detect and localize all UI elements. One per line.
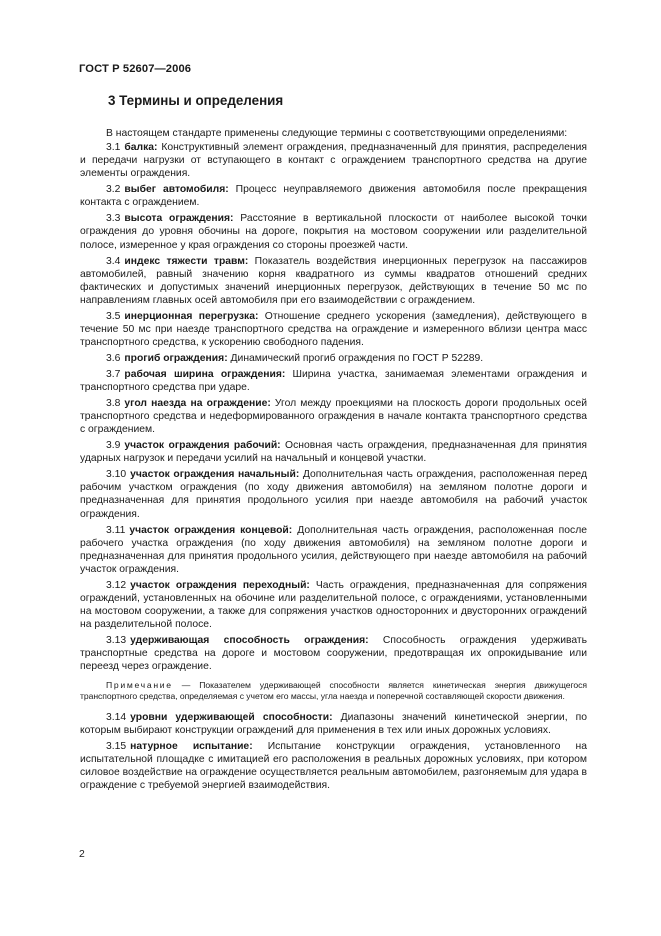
term-number: 3.14 xyxy=(106,711,127,723)
term-number: 3.11 xyxy=(106,524,126,536)
term-3-7 xyxy=(80,368,587,394)
term-definition: Испытание конструкции ограждения, установленного на испытательной площадке с имитацией его расположения в реальных дорожных условиях, при котором силовое воздействие на ограждение осуществляется реальным автомобилем, разгоняемым для удара в ограждение с требуемой энергией взаимодействия. xyxy=(80,740,587,791)
term-name: выбег автомобиля: xyxy=(124,184,229,196)
intro-paragraph: В настоящем стандарте применены следующие термины с соответствующими определениями: xyxy=(106,128,568,139)
term-name: прогиб ограждения: xyxy=(124,352,228,364)
term-definition: Угол между проекциями на плоскость дороги продольных осей транспортного средства и недеформированного ограждения в начале контакта транспортного средства с ограждением. xyxy=(80,398,587,436)
term-definition: Процесс неуправляемого движения автомобиля после прекращения контакта с ограждением. xyxy=(80,184,587,209)
term-definition: Показатель воздействия инерционных перегрузок на пассажиров автомобилей, равный значению корня квадратного из суммы квадратов отношений средних фактических и допустимых значений инерционных перегрузок, действующих в течение 50 мс по направлениям главных осей автомобиля при его взаимодействии с ограждением. xyxy=(80,255,587,306)
term-name: удерживающая способность ограждения: xyxy=(130,635,369,647)
term-3-6 xyxy=(80,352,587,365)
term-number: 3.5 xyxy=(106,310,121,322)
note-label: Примечание xyxy=(106,680,173,691)
term-definition: Способность ограждения удерживать транспортные средства на дороге и мостовом сооружении, предотвращая их опрокидывание или переезд через ограждение. xyxy=(80,635,587,673)
term-definition: Динамический прогиб ограждения по ГОСТ Р 52289. xyxy=(227,352,484,364)
term-definition: Расстояние в вертикальной плоскости от наиболее высокой точки ограждения до уровня обочины на дороге, покрытия на мостовом сооружении или разделительной полосе, измеренное у края ограждения со стороны проезжей части. xyxy=(80,213,587,251)
document-header: ГОСТ Р 52607—2006 xyxy=(79,63,192,75)
term-name: участок ограждения начальный: xyxy=(130,469,300,481)
section-title: 3 Термины и определения xyxy=(108,93,284,108)
term-name: балка: xyxy=(124,142,158,154)
term-number: 3.12 xyxy=(106,579,127,591)
note-paragraph xyxy=(80,680,587,702)
term-number: 3.7 xyxy=(106,368,121,380)
term-definition: Часть ограждения, предназначенная для сопряжения ограждений, установленных на обочине или разделительной полосе, с ограждениями, установленными на мостовом сооружении, а также для сопряжения участков односторонних и двусторонних ограждений на разделительной полосе. xyxy=(80,579,588,631)
term-definition: Дополнительная часть ограждения, расположенная перед рабочим участком ограждения (по ходу движения автомобиля) на земляном полотне дороги и предназначенная для принятия продольного усилия при наезде автомобиля на рабочий участок ограждения. xyxy=(80,469,587,520)
term-definition: Основная часть ограждения, предназначенная для принятия ударных нагрузок и передачи усилий на начальный и концевой участки. xyxy=(80,440,587,465)
term-number: 3.3 xyxy=(106,213,121,225)
term-number: 3.9 xyxy=(106,440,121,452)
term-name: участок ограждения рабочий: xyxy=(124,440,281,452)
term-number: 3.6 xyxy=(106,352,121,364)
term-definition: Дополнительная часть ограждения, расположенная после рабочего участка ограждения (по ходу движения автомобиля) на земляном полотне дороги и предназначенная для принятия продольного усилия, действующего при наезде автомобиля на рабочий участок ограждения. xyxy=(80,524,587,575)
term-definition: Отношение среднего ускорения (замедления), действующего в течение 50 мс при наезде транспортного средства на ограждение и измеренного вблизи центра масс транспортного средства, к ускорению свободного падения. xyxy=(80,310,587,348)
page-number: 2 xyxy=(79,849,85,860)
term-3-14 xyxy=(80,711,587,737)
term-3-11 xyxy=(80,524,587,576)
term-name: участок ограждения концевой: xyxy=(129,524,293,536)
term-3-9 xyxy=(80,439,587,465)
term-name: натурное испытание: xyxy=(130,740,253,752)
term-number: 3.4 xyxy=(106,255,121,267)
term-3-2 xyxy=(80,183,587,209)
term-3-3 xyxy=(80,212,587,251)
term-number: 3.10 xyxy=(106,469,127,481)
term-number: 3.8 xyxy=(106,398,121,410)
term-number: 3.2 xyxy=(106,184,121,196)
term-number: 3.13 xyxy=(106,635,127,647)
term-name: высота ограждения: xyxy=(124,213,234,225)
term-definition: Конструктивный элемент ограждения, предназначенный для принятия, распределения и передачи нагрузки от вступающего в контакт с ограждением транспортного средства на другие элементы ограждения. xyxy=(80,142,587,180)
term-3-4 xyxy=(80,255,587,307)
term-3-13 xyxy=(80,634,587,673)
term-name: угол наезда на ограждение: xyxy=(124,398,271,410)
term-3-8 xyxy=(80,397,587,436)
term-number: 3.15 xyxy=(106,740,127,752)
note-text: — Показателем удерживающей способности является кинетическая энергия движущегося транспортного средства, определяемая с учетом его массы, угла наезда и поперечной составляющей скорости движения. xyxy=(80,680,587,702)
term-name: инерционная перегрузка: xyxy=(124,310,259,322)
term-3-10 xyxy=(80,468,587,520)
term-number: 3.1 xyxy=(106,142,121,154)
term-name: уровни удерживающей способности: xyxy=(130,711,333,723)
term-3-12 xyxy=(80,579,587,631)
term-name: индекс тяжести травм: xyxy=(124,255,249,267)
term-definition: Ширина участка, занимаемая элементами ограждения и транспортного средства при ударе. xyxy=(80,368,587,394)
term-name: рабочая ширина ограждения: xyxy=(124,368,286,380)
term-3-5 xyxy=(80,310,587,349)
term-3-15 xyxy=(80,740,587,792)
section-content xyxy=(80,127,587,795)
term-name: участок ограждения переходный: xyxy=(130,579,310,591)
term-definition: Диапазоны значений кинетической энергии, по которым выбирают конструкции ограждений для применения в тех или иных дорожных условиях. xyxy=(80,711,587,736)
term-3-1 xyxy=(80,141,587,180)
